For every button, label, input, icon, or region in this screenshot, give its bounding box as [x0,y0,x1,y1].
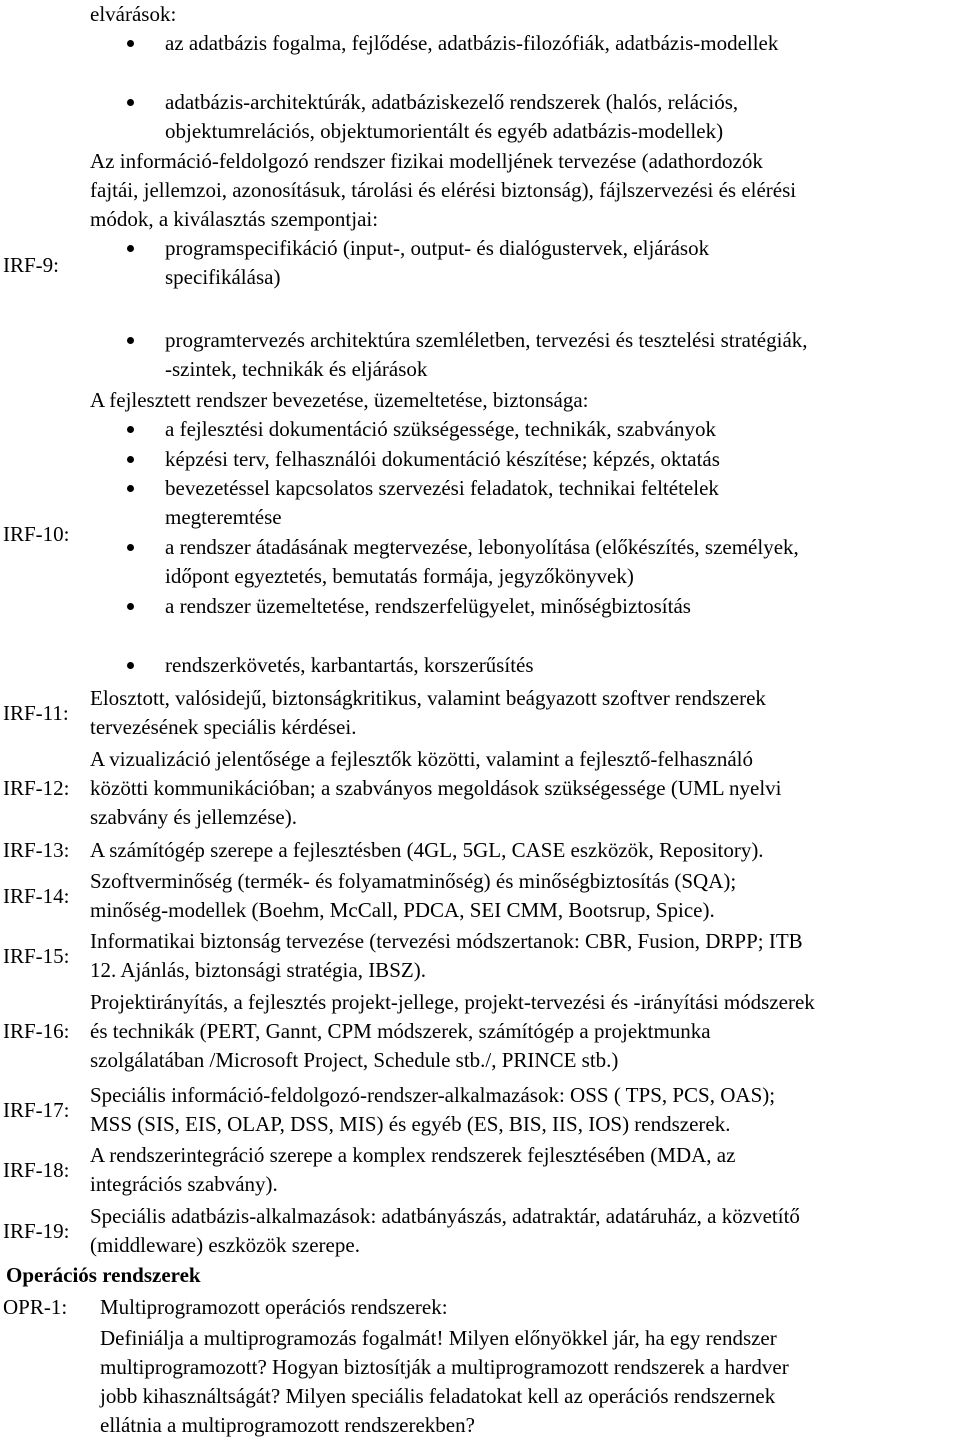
item-text-irf-19: Speciális adatbázis-alkalmazások: adatbányászás, adatraktár, adatáruház, a közvetítő (middleware) eszközök szerepe. [90,1204,800,1257]
irf-10-intro: A fejlesztett rendszer bevezetése, üzemeltetése, biztonsága: [90,388,589,412]
opr-1-text: Definiálja a multiprogramozás fogalmát! Milyen előnyökkel jár, ha egy rendszer multiprogramozott? Hogyan biztosítják a multiprogramozott rendszerek a hardver jobb kihasználtságát? Milyen speciális feladatokat kell az operációs rendszernek ellátnia a multiprogramozott rendszerekben? [100,1326,789,1437]
section-header: elvárások: [90,2,177,26]
item-code-irf-9: IRF-9: [3,253,60,277]
bullet-text: programtervezés architektúra szemléletben, tervezési és tesztelési stratégiák, -szintek, technikák és eljárások [165,328,808,381]
bullet-text: a rendszer átadásának megtervezése, lebonyolítása (előkészítés, személyek, időpont egyeztetés, bemutatás formája, jegyzőkönyvek) [165,535,799,588]
item-text-irf-13: A számítógép szerepe a fejlesztésben (4GL, 5GL, CASE eszközök, Repository). [90,838,764,862]
item-code-irf-19: IRF-19: [3,1219,70,1243]
item-text-irf-18: A rendszerintegráció szerepe a komplex rendszerek fejlesztésében (MDA, az integrációs szabvány). [90,1143,736,1196]
bullet-text: bevezetéssel kapcsolatos szervezési feladatok, technikai feltételek megteremtése [165,476,719,529]
item-code-irf-15: IRF-15: [3,944,70,968]
bullet-text: a fejlesztési dokumentáció szükségessége, technikák, szabványok [165,417,717,441]
bullet-text: rendszerkövetés, karbantartás, korszerűsítés [165,653,534,677]
item-text-irf-14: Szoftverminőség (termék- és folyamatminőség) és minőségbiztosítás (SQA); minőség-modellek (Boehm, McCall, PDCA, SEI CMM, Bootsrup, Spice). [90,869,737,922]
bullet-text: képzési terv, felhasználói dokumentáció készítése; képzés, oktatás [165,447,720,471]
irf-9-intro: Az információ-feldolgozó rendszer fizikai modelljének tervezése (adathordozók fajtái, jellemzoi, azonosításuk, tárolási és elérési biztonság), fájlszervezési és elérési módok, a kiválasztás szempontjai: [90,149,797,231]
item-text-irf-12: A vizualizáció jelentősége a fejlesztők közötti, valamint a fejlesztő-felhasználó közötti kommunikációban; a szabványos megoldások szükségessége (UML nyelvi szabvány és jellemzése). [90,747,782,829]
section-title: Operációs rendszerek [6,1263,201,1287]
bullet-text: az adatbázis fogalma, fejlődése, adatbázis-filozófiák, adatbázis-modellek [165,31,779,55]
item-text-irf-15: Informatikai biztonság tervezése (tervezési módszertanok: CBR, Fusion, DRPP; ITB 12. Ajánlás, biztonsági stratégia, IBSZ). [90,929,803,982]
item-text-irf-17: Speciális információ-feldolgozó-rendszer-alkalmazások: OSS ( TPS, PCS, OAS); MSS (SIS, EIS, OLAP, DSS, MIS) és egyéb (ES, BIS, IIS, IOS) rendszerek. [90,1083,776,1136]
item-code-opr-1: OPR-1: [3,1295,68,1319]
bullet-text: adatbázis-architektúrák, adatbáziskezelő rendszerek (halós, relációs, objektumrelációs, objektumorientált és egyéb adatbázis-modellek) [165,90,739,143]
item-code-irf-10: IRF-10: [3,522,70,546]
item-code-irf-18: IRF-18: [3,1158,70,1182]
bullet-text: a rendszer üzemeltetése, rendszerfelügyelet, minőségbiztosítás [165,594,691,618]
item-code-irf-17: IRF-17: [3,1098,70,1122]
item-text-irf-16: Projektirányítás, a fejlesztés projekt-jellege, projekt-tervezési és -irányítási módszerek és technikák (PERT, Gannt, CPM módszerek, számítógép a projektmunka szolgálatában /Microsoft Project, Schedule stb./, PRINCE stb.) [90,990,815,1072]
item-code-irf-12: IRF-12: [3,776,70,800]
item-code-irf-16: IRF-16: [3,1019,70,1043]
item-text-irf-11: Elosztott, valósidejű, biztonságkritikus, valamint beágyazott szoftver rendszerek tervezésének speciális kérdései. [90,686,766,739]
opr-1-title: Multiprogramozott operációs rendszerek: [100,1295,448,1319]
item-code-irf-13: IRF-13: [3,838,70,862]
bullet-text: programspecifikáció (input-, output- és dialógustervek, eljárások specifikálása) [165,236,710,289]
item-code-irf-11: IRF-11: [3,701,69,725]
item-code-irf-14: IRF-14: [3,884,70,908]
